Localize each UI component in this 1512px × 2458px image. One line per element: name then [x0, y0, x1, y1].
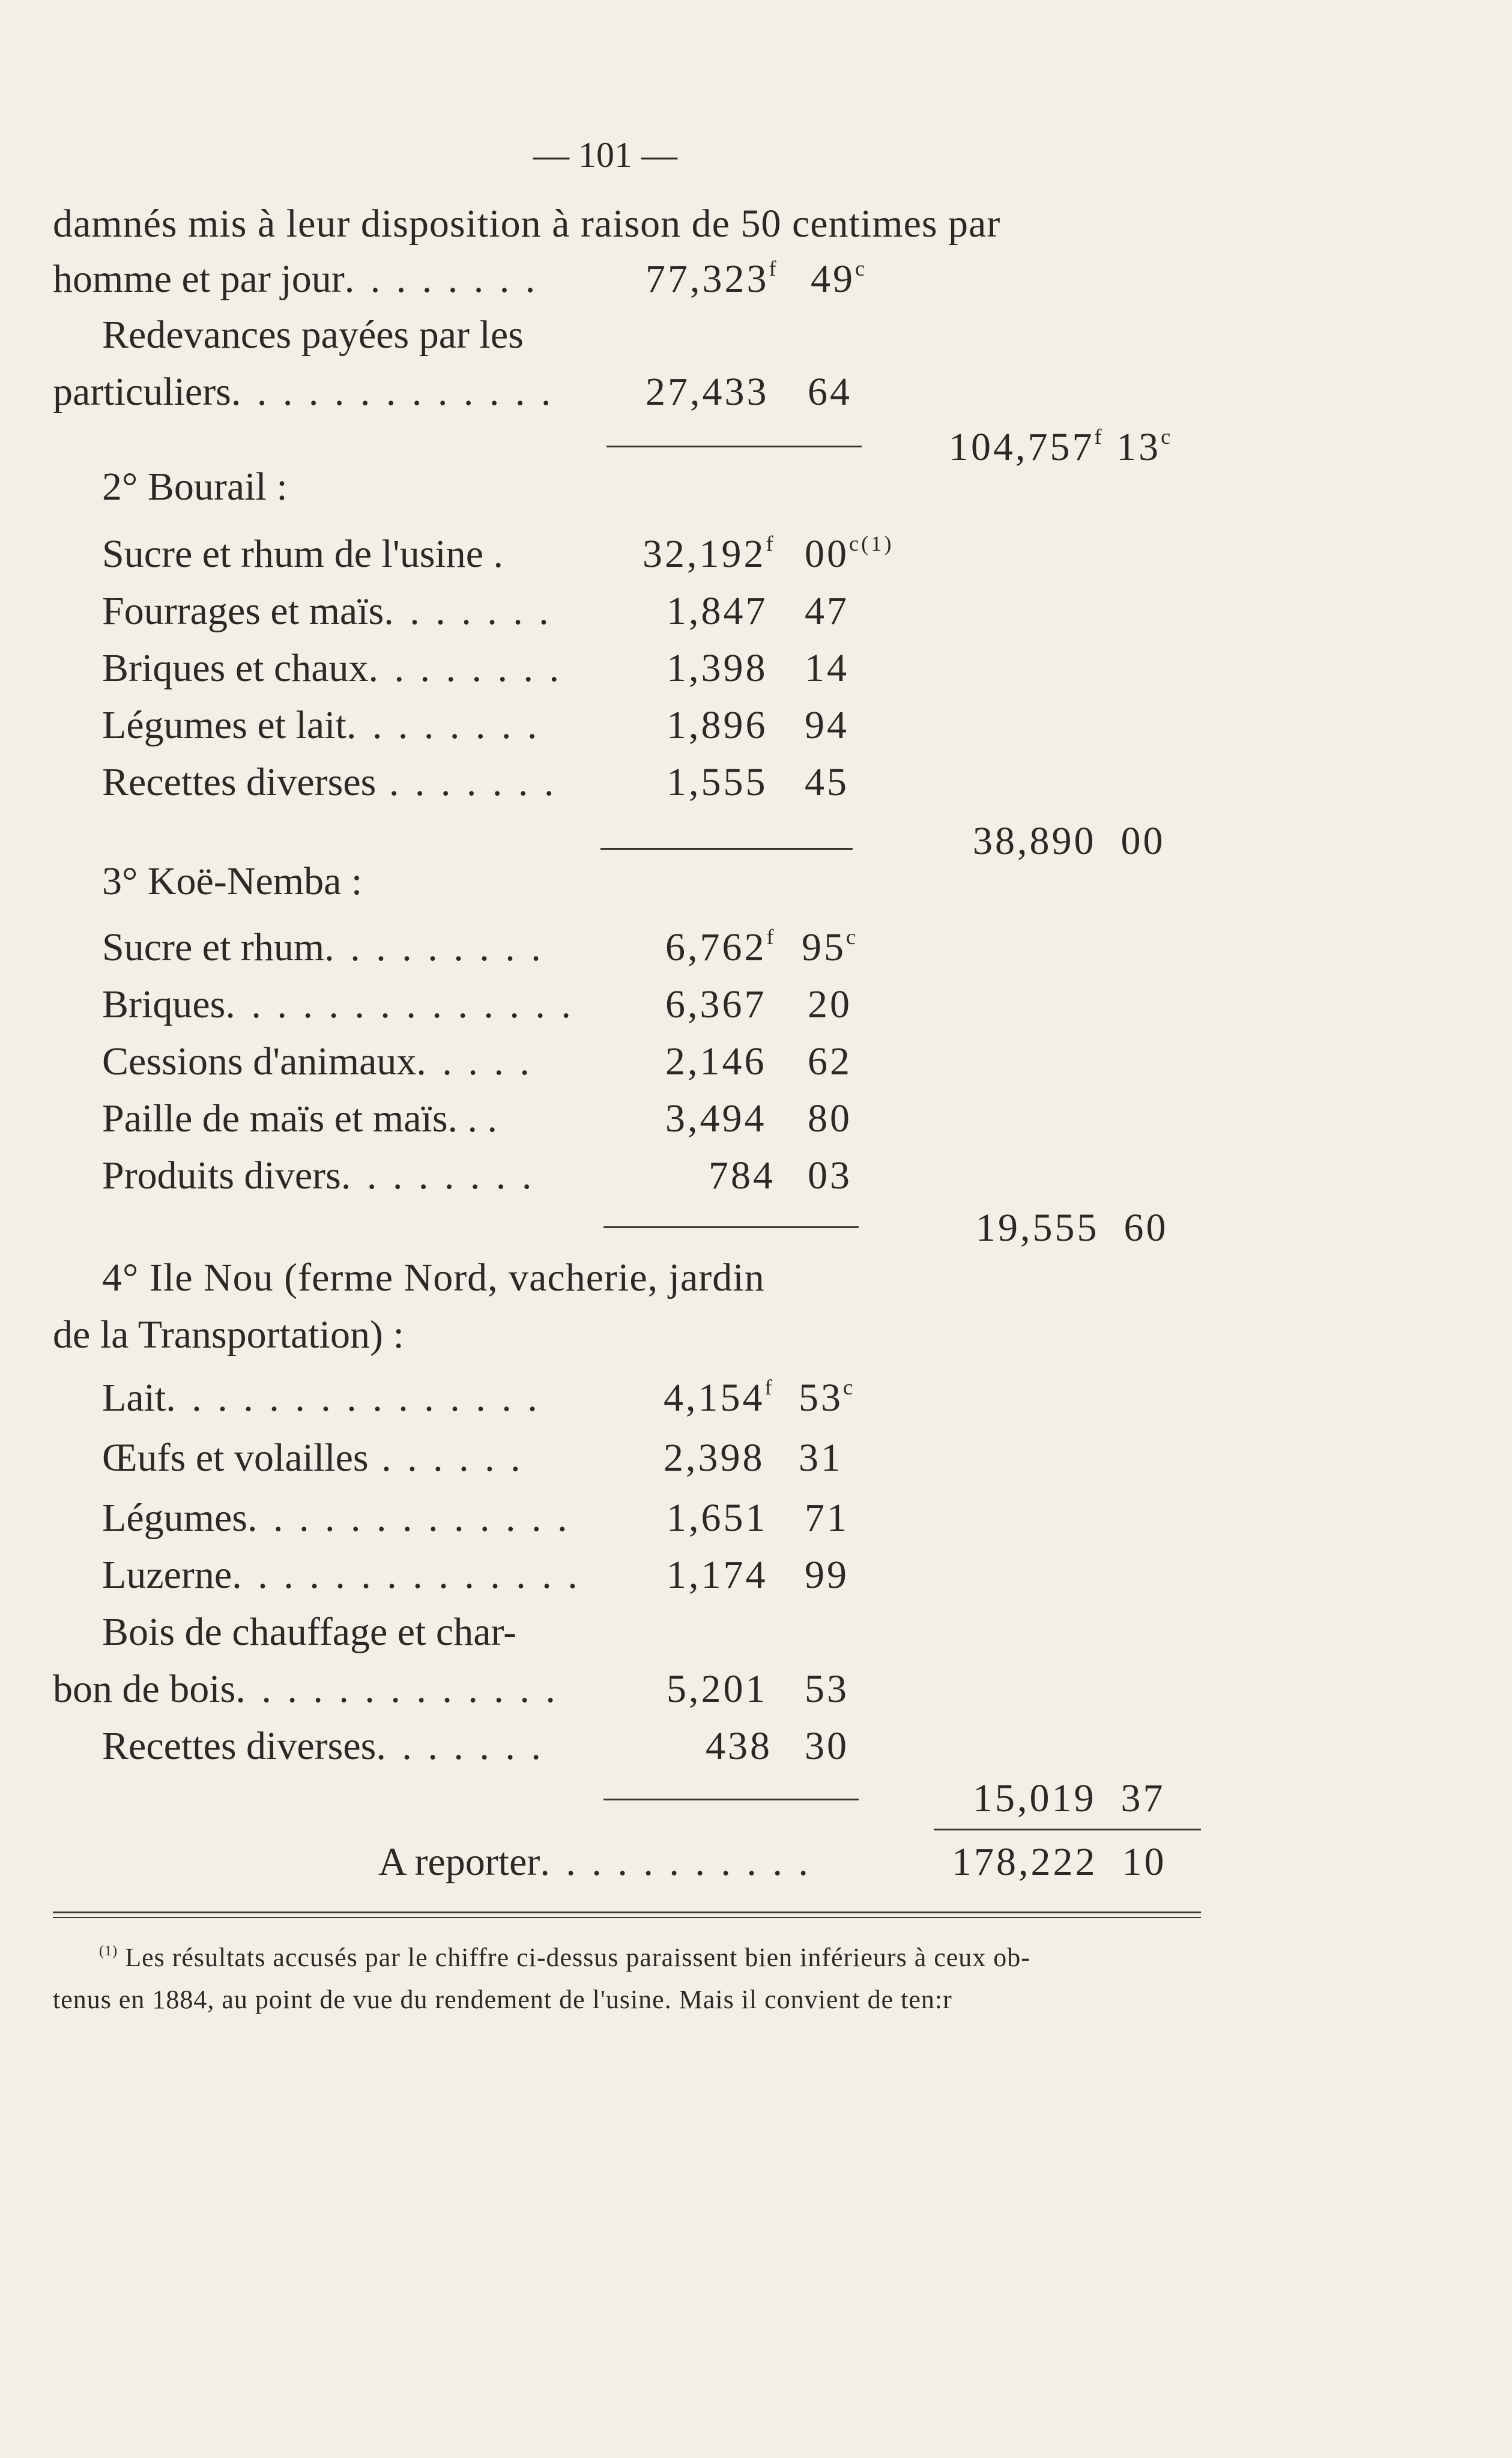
intro-line-4-cents: 64 [808, 370, 852, 414]
grand-total-rule [934, 1829, 1201, 1830]
ile-nou-heading-line-2: de la Transportation) : [53, 1313, 404, 1357]
footnote-separator-upper [53, 1912, 1201, 1913]
ile-nou-item-2-label: Œufs et volailles . . . . . . [102, 1436, 524, 1480]
ile-nou-item-1-amount: 4,154$^f$ [664, 1375, 775, 1420]
koe-nemba-item-5-amount: 784 [709, 1154, 775, 1197]
bourail-item-1-label: Sucre et rhum de l'usine . [102, 532, 504, 576]
ile-nou-item-6-amount: 5,201 [667, 1667, 768, 1711]
bourail-item-2-label: Fourrages et maïs. . . . . . . [102, 589, 552, 633]
ile-nou-subtotal: 15,019 37 [973, 1776, 1166, 1820]
footnote-line-1: $^{(1)}$ Les résultats accusés par le chiffre ci-dessus paraissent bien inférieurs à ceux ob- [99, 1942, 1030, 1972]
koe-nemba-item-1-cents: 95$^c$ [802, 924, 859, 969]
intro-subtotal-rule [606, 446, 862, 447]
koe-nemba-item-3-label: Cessions d'animaux. . . . . [102, 1040, 533, 1083]
koe-nemba-item-1-amount: 6,762$^f$ [665, 924, 776, 969]
ile-nou-subtotal-rule [603, 1799, 859, 1800]
intro-line-2-label: homme et par jour. . . . . . . . [53, 257, 539, 301]
bourail-item-4-amount: 1,896 [667, 703, 768, 747]
ile-nou-item-7-cents: 30 [805, 1724, 849, 1768]
intro-line-2-cents: 49$^c$ [811, 256, 868, 301]
ile-nou-item-7-label: Recettes diverses. . . . . . . [102, 1724, 544, 1768]
intro-line-4-label: particuliers. . . . . . . . . . . . . [53, 370, 554, 414]
bourail-subtotal-rule [600, 848, 853, 850]
bourail-heading: 2° Bourail : [102, 465, 288, 509]
bourail-item-5-amount: 1,555 [667, 760, 768, 804]
koe-nemba-heading: 3° Koë-Nemba : [102, 859, 363, 903]
footnote-separator-lower [53, 1917, 1201, 1918]
ile-nou-item-6-label: bon de bois. . . . . . . . . . . . . [53, 1667, 558, 1711]
ile-nou-item-6-cents: 53 [805, 1667, 849, 1711]
bourail-item-4-cents: 94 [805, 703, 849, 747]
bourail-item-5-cents: 45 [805, 760, 849, 804]
koe-nemba-item-4-amount: 3,494 [665, 1097, 767, 1140]
koe-nemba-subtotal-rule [603, 1226, 859, 1228]
intro-line-4-amount: 27,433 [646, 370, 769, 414]
ile-nou-item-4-cents: 99 [805, 1553, 849, 1597]
footnote-line-2: tenus en 1884, au point de vue du rendement de l'usine. Mais il convient de ten:r [53, 1985, 952, 2014]
bourail-subtotal: 38,890 00 [973, 819, 1166, 863]
bourail-item-3-label: Briques et chaux. . . . . . . . [102, 646, 563, 690]
koe-nemba-item-2-amount: 6,367 [665, 982, 767, 1026]
footnote-marker: (1) [99, 1942, 118, 1959]
koe-nemba-item-5-cents: 03 [808, 1154, 852, 1197]
koe-nemba-item-3-amount: 2,146 [665, 1040, 767, 1083]
ile-nou-item-2-amount: 2,398 [664, 1436, 765, 1480]
bourail-item-2-amount: 1,847 [667, 589, 768, 633]
koe-nemba-item-2-cents: 20 [808, 982, 852, 1026]
ile-nou-item-4-label: Luzerne. . . . . . . . . . . . . . [102, 1553, 581, 1597]
intro-subtotal: 104,757$^f$ 13$^c$ [949, 424, 1173, 469]
koe-nemba-subtotal: 19,555 60 [976, 1206, 1169, 1250]
carry-forward-total: 178,222 10 [952, 1840, 1167, 1884]
ile-nou-item-1-cents: 53$^c$ [799, 1375, 856, 1420]
bourail-item-3-amount: 1,398 [667, 646, 768, 690]
koe-nemba-item-4-label: Paille de maïs et maïs. . . [102, 1097, 498, 1140]
ile-nou-item-4-amount: 1,174 [667, 1553, 768, 1597]
ile-nou-item-2-cents: 31 [799, 1436, 843, 1480]
footnote-reference: (1) [861, 531, 894, 555]
koe-nemba-item-3-cents: 62 [808, 1040, 852, 1083]
ile-nou-item-3-amount: 1,651 [667, 1496, 768, 1540]
koe-nemba-item-4-cents: 80 [808, 1097, 852, 1140]
ile-nou-item-5-label: Bois de chauffage et char- [102, 1610, 517, 1654]
bourail-item-4-label: Légumes et lait. . . . . . . . [102, 703, 540, 747]
koe-nemba-item-1-label: Sucre et rhum. . . . . . . . . [102, 925, 544, 969]
bourail-item-2-cents: 47 [805, 589, 849, 633]
koe-nemba-item-2-label: Briques. . . . . . . . . . . . . . [102, 982, 574, 1026]
intro-line-3: Redevances payées par les [102, 313, 524, 357]
ile-nou-heading-line-1: 4° Ile Nou (ferme Nord, vacherie, jardin [102, 1256, 765, 1300]
bourail-item-5-label: Recettes diverses . . . . . . . [102, 760, 557, 804]
carry-forward-label: A reporter. . . . . . . . . . . [378, 1840, 811, 1884]
bourail-item-1-cents: $00^{c(1)}$ [805, 531, 894, 576]
ile-nou-item-3-cents: 71 [805, 1496, 849, 1540]
bourail-item-3-cents: 14 [805, 646, 849, 690]
intro-line-1: damnés mis à leur disposition à raison de 50 centimes par [53, 202, 1001, 246]
ile-nou-item-7-amount: 438 [706, 1724, 772, 1768]
intro-line-2-amount: 77,323$^f$ [646, 256, 779, 301]
bourail-item-1-amount: 32,192$^f$ [643, 531, 776, 576]
koe-nemba-item-5-label: Produits divers. . . . . . . . [102, 1154, 535, 1197]
ile-nou-item-1-label: Lait. . . . . . . . . . . . . . . [102, 1376, 540, 1420]
ile-nou-item-3-label: Légumes. . . . . . . . . . . . . [102, 1496, 570, 1540]
page-number: — 101 — [533, 135, 677, 175]
